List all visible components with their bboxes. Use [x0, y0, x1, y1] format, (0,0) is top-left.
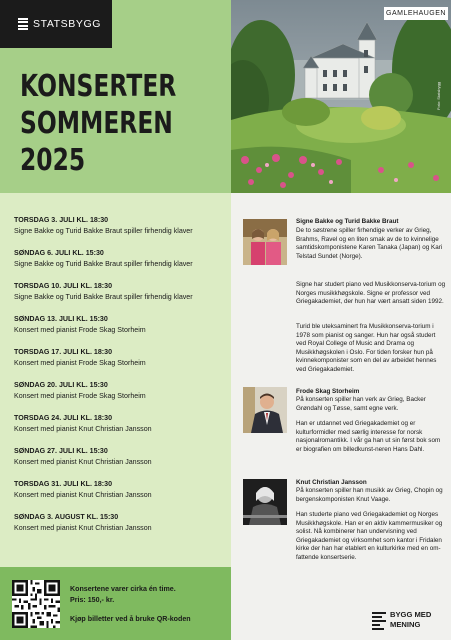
bio-paragraph: Signe har studert piano ved Musikkonserva-torium og Norges musikkhøgskole. Signe er professor ved Griegakademiet, der hun har vært ansatt siden 1992.	[296, 281, 446, 306]
bygg-med-mening-logo	[372, 610, 436, 632]
concert-desc: Konsert med pianist Frode Skag Storheim	[14, 326, 146, 334]
portrait-image	[243, 479, 287, 525]
statsbygg-logo	[0, 0, 112, 48]
location-label: GAMLEHAUGEN	[384, 7, 448, 20]
concert-item	[14, 215, 193, 237]
portrait-bakke-sisters	[243, 219, 287, 265]
bio-paragraph: De to søstrene spiller firhendige verker av Grieg, Brahms, Ravel og en liten smak av de to kvinnelige samtidskomponistene Karen Tanaka (Japan) og Kari Telstad Sundet (Norge).	[296, 227, 443, 260]
concert-item	[14, 248, 193, 270]
photo-credit: Foto: Statsbygg	[436, 81, 441, 110]
concert-item	[14, 446, 152, 468]
bio-text	[296, 396, 446, 413]
concert-item	[14, 347, 146, 369]
concert-date: TORSDAG 31. JULI KL. 18:30	[14, 480, 113, 488]
concert-item	[14, 314, 146, 336]
concert-date: SØNDAG 20. JULI KL. 15:30	[14, 381, 108, 389]
title-line-3: 2025	[20, 143, 86, 178]
concert-desc: Konsert med pianist Knut Christian Jansson	[14, 524, 152, 532]
castle-garden-illustration	[231, 0, 451, 193]
portrait-knut-christian-jansson	[243, 479, 287, 525]
bio-text	[296, 227, 446, 261]
concert-item	[14, 512, 152, 534]
portrait-image	[243, 387, 287, 433]
bio-text	[296, 487, 446, 504]
ticket-instruction: Kjøp billetter ved å bruke QR-koden	[70, 615, 191, 623]
concert-desc: Signe Bakke og Turid Bakke Braut spiller firhendig klaver	[14, 227, 193, 235]
qr-code-graphic	[12, 580, 60, 628]
bio-text	[296, 281, 446, 307]
concert-date: SØNDAG 6. JULI KL. 15:30	[14, 249, 104, 257]
concert-item	[14, 380, 146, 402]
concert-desc: Signe Bakke og Turid Bakke Braut spiller firhendig klaver	[14, 260, 193, 268]
bio-paragraph: På konserten spiller han musikk av Grieg, Chopin og bergenskomponisten Knut Vaage.	[296, 487, 443, 503]
bio-name: Frode Skag Storheim	[296, 388, 360, 395]
qr-code-icon[interactable]	[12, 580, 60, 628]
concert-desc: Konsert med pianist Frode Skag Storheim	[14, 359, 146, 367]
concert-item	[14, 479, 152, 501]
concert-item	[14, 281, 193, 303]
concert-date: TORSDAG 24. JULI KL. 18:30	[14, 414, 113, 422]
portrait-image	[243, 219, 287, 265]
logo-line-1: BYGG MED	[390, 610, 432, 619]
bygg-med-mening-icon	[372, 610, 386, 632]
brand-name: STATSBYGG	[33, 18, 102, 30]
bio-text	[296, 323, 446, 375]
concert-date: TORSDAG 17. JULI KL. 18:30	[14, 348, 113, 356]
title-line-1: KONSERTER	[20, 69, 177, 104]
price-text: Pris: 150,- kr.	[70, 596, 115, 604]
bio-name: Signe Bakke og Turid Bakke Braut	[296, 218, 399, 225]
gamlehaugen-photo	[231, 0, 451, 193]
concert-desc: Konsert med pianist Knut Christian Jansson	[14, 425, 152, 433]
concert-desc: Signe Bakke og Turid Bakke Braut spiller firhendig klaver	[14, 293, 193, 301]
logo-line-2: MENING	[390, 620, 421, 629]
concert-desc: Konsert med pianist Knut Christian Jansson	[14, 491, 152, 499]
bio-text	[296, 420, 446, 454]
concert-date: SØNDAG 13. JULI KL. 15:30	[14, 315, 108, 323]
concert-date: TORSDAG 10. JULI KL. 18:30	[14, 282, 113, 290]
concert-desc: Konsert med pianist Knut Christian Jansson	[14, 458, 152, 466]
concert-date: TORSDAG 3. JULI KL. 18:30	[14, 216, 109, 224]
concert-desc: Konsert med pianist Frode Skag Storheim	[14, 392, 146, 400]
bio-name: Knut Christian Jansson	[296, 479, 367, 486]
bio-paragraph: Han er utdannet ved Griegakademiet og er kulturformidler med særlig interesse for norsk nasjonalromantikk. I vår ga han ut sin først bok som er biografien om billedkunst-neren Hans Dahl.	[296, 420, 441, 453]
portrait-frode-skag-storheim	[243, 387, 287, 433]
concert-date: SØNDAG 3. AUGUST KL. 15:30	[14, 513, 119, 521]
concert-date: SØNDAG 27. JULI KL. 15:30	[14, 447, 108, 455]
duration-text: Konsertene varer cirka én time.	[70, 585, 176, 593]
bio-paragraph: På konserten spiller han verk av Grieg, Backer Grøndahl og Tøsse, samt egne verk.	[296, 396, 426, 412]
concert-item	[14, 413, 152, 435]
poster-title	[20, 68, 176, 179]
bio-paragraph: Han studerte piano ved Griegakademiet og Norges Musikkhøgskole. Han er en aktiv kammermusiker og solist. Nå kombinerer han undervisning ved Griegakademiet og virksomhet som kantor i Fridalen kirke der han har etablert en kulturkirke med en om-fattende konsertserie.	[296, 511, 443, 561]
bio-paragraph: Turid ble uteksaminert fra Musikkonserva-torium i 1978 som pianist og sanger. Hun har også studert ved Royal College of Music and Drama og Musikkhøgskolen i Oslo. For tiden forsker hun på kvinnekomponister som en del av arbeidet hennes ved Griegakademiet.	[296, 323, 437, 373]
title-line-2: SOMMEREN	[20, 106, 173, 141]
bio-text	[296, 511, 446, 563]
statsbygg-logo-icon	[18, 18, 28, 30]
